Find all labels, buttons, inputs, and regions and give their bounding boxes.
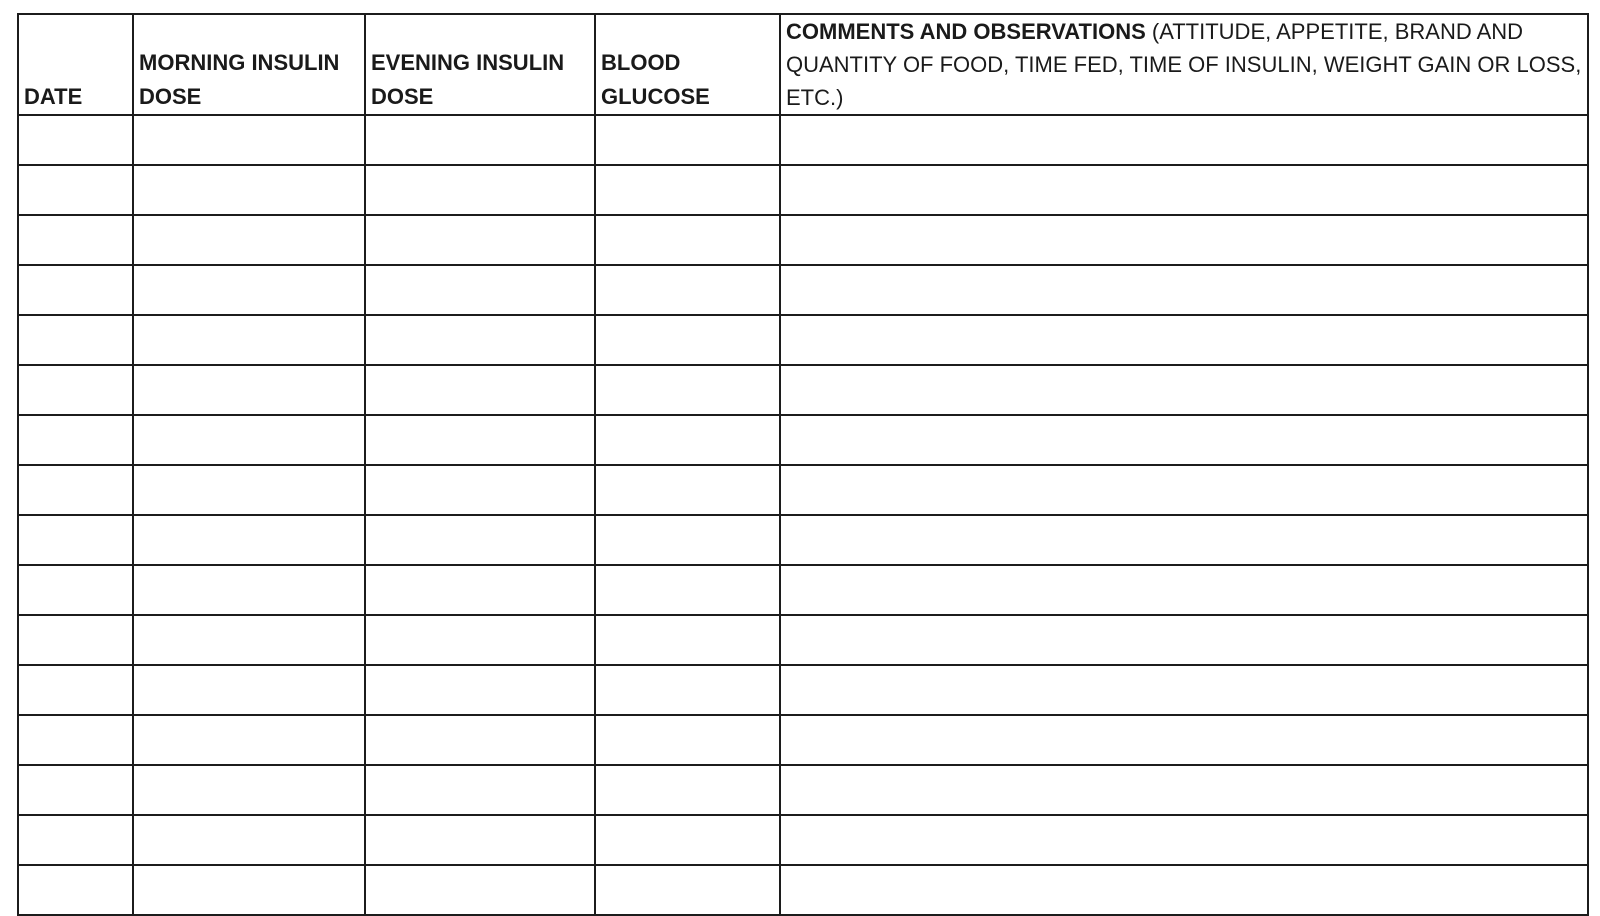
log-row — [18, 565, 1588, 615]
date-cell[interactable] — [18, 565, 133, 615]
glucose-cell[interactable] — [595, 415, 780, 465]
glucose-cell[interactable] — [595, 815, 780, 865]
morning-dose-cell[interactable] — [133, 315, 365, 365]
glucose-cell[interactable] — [595, 615, 780, 665]
column-header-comments — [780, 14, 1588, 115]
date-header-label: DATE — [24, 84, 83, 109]
comments-cell[interactable] — [780, 415, 1588, 465]
comments-cell[interactable] — [780, 465, 1588, 515]
comments-cell[interactable] — [780, 665, 1588, 715]
glucose-cell[interactable] — [595, 515, 780, 565]
morning-dose-cell[interactable] — [133, 265, 365, 315]
log-row — [18, 415, 1588, 465]
comments-cell[interactable] — [780, 265, 1588, 315]
log-row — [18, 665, 1588, 715]
log-row — [18, 465, 1588, 515]
morning-dose-cell[interactable] — [133, 615, 365, 665]
glucose-cell[interactable] — [595, 215, 780, 265]
evening-dose-cell[interactable] — [365, 165, 595, 215]
evening-dose-cell[interactable] — [365, 765, 595, 815]
comments-cell[interactable] — [780, 715, 1588, 765]
log-row — [18, 865, 1588, 915]
morning-dose-cell[interactable] — [133, 565, 365, 615]
date-cell[interactable] — [18, 265, 133, 315]
date-cell[interactable] — [18, 515, 133, 565]
evening-dose-cell[interactable] — [365, 865, 595, 915]
glucose-cell[interactable] — [595, 665, 780, 715]
comments-cell[interactable] — [780, 565, 1588, 615]
date-cell[interactable] — [18, 465, 133, 515]
evening-dose-cell[interactable] — [365, 615, 595, 665]
log-row — [18, 715, 1588, 765]
comments-header-label: COMMENTS AND OBSERVATIONS — [786, 19, 1146, 44]
date-cell[interactable] — [18, 765, 133, 815]
log-row — [18, 615, 1588, 665]
evening-dose-cell[interactable] — [365, 565, 595, 615]
evening-dose-cell[interactable] — [365, 815, 595, 865]
evening-dose-cell[interactable] — [365, 465, 595, 515]
log-row — [18, 815, 1588, 865]
morning-dose-cell[interactable] — [133, 165, 365, 215]
date-cell[interactable] — [18, 215, 133, 265]
comments-cell[interactable] — [780, 315, 1588, 365]
morning-dose-cell[interactable] — [133, 365, 365, 415]
insulin-log-form — [17, 13, 1587, 916]
morning-dose-cell[interactable] — [133, 865, 365, 915]
header-row — [18, 14, 1588, 115]
morning-dose-cell[interactable] — [133, 415, 365, 465]
blood-glucose-header-label: BLOOD GLUCOSE — [601, 50, 710, 109]
morning-dose-cell[interactable] — [133, 515, 365, 565]
morning-dose-cell[interactable] — [133, 215, 365, 265]
glucose-cell[interactable] — [595, 365, 780, 415]
log-row — [18, 365, 1588, 415]
comments-cell[interactable] — [780, 165, 1588, 215]
morning-dose-cell[interactable] — [133, 665, 365, 715]
evening-dose-cell[interactable] — [365, 265, 595, 315]
date-cell[interactable] — [18, 665, 133, 715]
log-row — [18, 215, 1588, 265]
comments-header-detail: (ATTITUDE, APPETITE, BRAND AND QUANTITY OF FOOD, TIME FED, TIME OF INSULIN, WEIGHT GAIN OR LOSS, ETC.) — [786, 19, 1582, 110]
glucose-cell[interactable] — [595, 765, 780, 815]
date-cell[interactable] — [18, 315, 133, 365]
log-row — [18, 315, 1588, 365]
log-row — [18, 165, 1588, 215]
glucose-cell[interactable] — [595, 115, 780, 165]
evening-dose-cell[interactable] — [365, 115, 595, 165]
comments-cell[interactable] — [780, 215, 1588, 265]
glucose-cell[interactable] — [595, 465, 780, 515]
evening-dose-cell[interactable] — [365, 365, 595, 415]
insulin-log-table — [17, 13, 1589, 916]
glucose-cell[interactable] — [595, 265, 780, 315]
column-header-blood-glucose — [595, 14, 780, 115]
morning-dose-cell[interactable] — [133, 715, 365, 765]
evening-dose-cell[interactable] — [365, 315, 595, 365]
comments-cell[interactable] — [780, 615, 1588, 665]
glucose-cell[interactable] — [595, 865, 780, 915]
log-row — [18, 765, 1588, 815]
evening-dose-cell[interactable] — [365, 515, 595, 565]
comments-cell[interactable] — [780, 865, 1588, 915]
date-cell[interactable] — [18, 115, 133, 165]
date-cell[interactable] — [18, 365, 133, 415]
column-header-date — [18, 14, 133, 115]
date-cell[interactable] — [18, 715, 133, 765]
log-row — [18, 265, 1588, 315]
glucose-cell[interactable] — [595, 565, 780, 615]
date-cell[interactable] — [18, 415, 133, 465]
comments-cell[interactable] — [780, 115, 1588, 165]
date-cell[interactable] — [18, 615, 133, 665]
date-cell[interactable] — [18, 165, 133, 215]
glucose-cell[interactable] — [595, 165, 780, 215]
morning-dose-cell[interactable] — [133, 765, 365, 815]
evening-insulin-header-label: EVENING INSULIN DOSE — [371, 50, 565, 109]
evening-dose-cell[interactable] — [365, 665, 595, 715]
evening-dose-cell[interactable] — [365, 215, 595, 265]
morning-insulin-header-label: MORNING INSULIN DOSE — [139, 50, 340, 109]
log-rows — [18, 115, 1588, 915]
comments-cell[interactable] — [780, 515, 1588, 565]
morning-dose-cell[interactable] — [133, 465, 365, 515]
log-row — [18, 515, 1588, 565]
comments-cell[interactable] — [780, 765, 1588, 815]
glucose-cell[interactable] — [595, 715, 780, 765]
glucose-cell[interactable] — [595, 315, 780, 365]
morning-dose-cell[interactable] — [133, 115, 365, 165]
comments-cell[interactable] — [780, 365, 1588, 415]
evening-dose-cell[interactable] — [365, 715, 595, 765]
morning-dose-cell[interactable] — [133, 815, 365, 865]
date-cell[interactable] — [18, 865, 133, 915]
date-cell[interactable] — [18, 815, 133, 865]
comments-cell[interactable] — [780, 815, 1588, 865]
column-header-morning-insulin-dose — [133, 14, 365, 115]
log-row — [18, 115, 1588, 165]
evening-dose-cell[interactable] — [365, 415, 595, 465]
column-header-evening-insulin-dose — [365, 14, 595, 115]
